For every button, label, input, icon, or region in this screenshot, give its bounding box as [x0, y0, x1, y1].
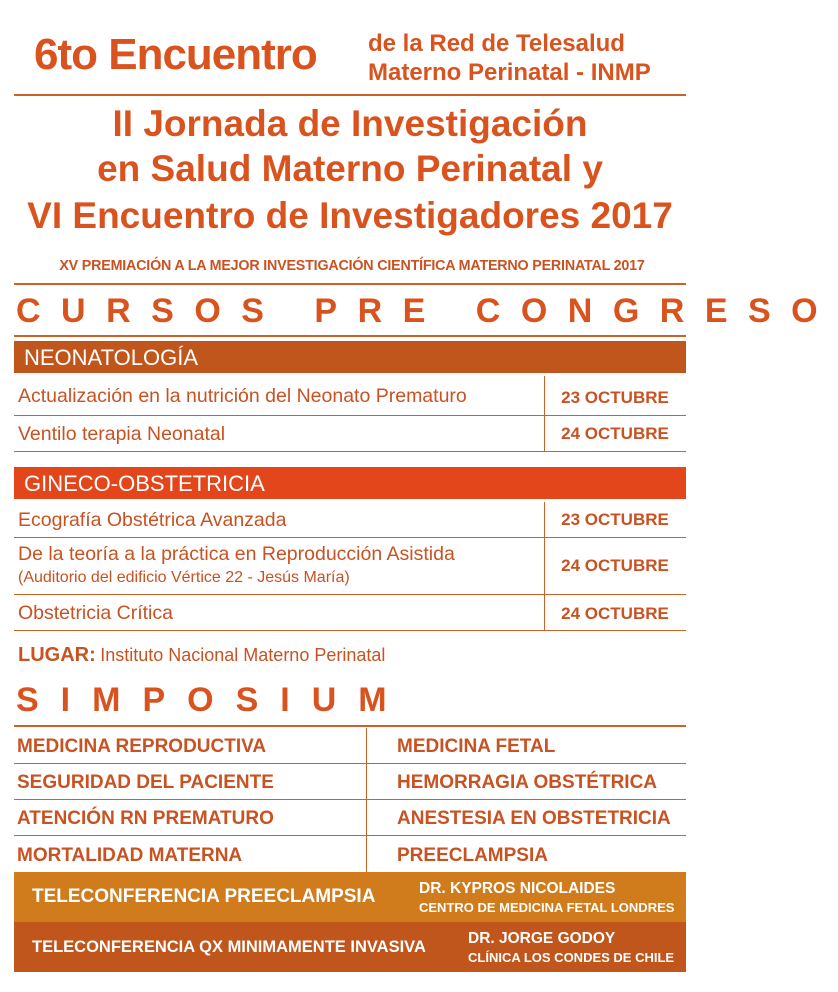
row-divider [14, 594, 686, 595]
header [0, 0, 700, 100]
teleconference-1-institution: CENTRO DE MEDICINA FETAL LONDRES [419, 900, 675, 915]
date-ecografia: 23 OCTUBRE [561, 510, 669, 529]
symposium-heading: SIMPOSIUM [16, 681, 409, 719]
teleconference-1-speaker: DR. KYPROS NICOLAIDES [419, 880, 616, 897]
symposium-topic-right: PREECLAMPSIA [397, 845, 548, 866]
row-divider [14, 630, 686, 631]
symposium-topic-right: ANESTESIA EN OBSTETRICIA [397, 808, 671, 829]
edition-title: 6to Encuentro [34, 30, 317, 79]
neonatology-band [14, 341, 686, 373]
venue-value: Instituto Nacional Materno Perinatal [100, 645, 386, 665]
teleconference-1-title: TELECONFERENCIA PREECLAMPSIA [32, 886, 376, 907]
course-ventilo-terapia: Ventilo terapia Neonatal [18, 423, 226, 445]
course-reproduccion-asistida: De la teoría a la práctica en Reproducción Asistida [18, 543, 455, 565]
gineco-column-divider [544, 502, 545, 631]
courses-divider [14, 335, 686, 337]
courses-heading: CURSOS PRE CONGRESO [16, 292, 838, 330]
header-divider [14, 94, 686, 96]
row-divider [14, 763, 686, 764]
course-reproduccion-note: (Auditorio del edificio Vértice 22 - Jesús María) [18, 569, 350, 586]
neonatology-label: NEONATOLOGÍA [24, 345, 199, 370]
teleconference-2-title: TELECONFERENCIA QX MINIMAMENTE INVASIVA [32, 938, 426, 956]
symposium-divider [14, 725, 686, 727]
gineco-label: GINECO-OBSTETRICIA [24, 471, 265, 496]
teleconference-2-speaker: DR. JORGE GODOY [468, 930, 616, 947]
symposium-topic-left: MEDICINA REPRODUCTIVA [17, 736, 267, 757]
course-ecografia: Ecografía Obstétrica Avanzada [18, 509, 287, 531]
title-line-3: VI Encuentro de Investigadores 2017 [27, 195, 673, 236]
date-obstetricia-critica: 24 OCTUBRE [561, 604, 669, 623]
event-title [0, 102, 700, 240]
symposium-topic-right: HEMORRAGIA OBSTÉTRICA [397, 772, 658, 793]
symposium-topic-left: ATENCIÓN RN PREMATURO [17, 808, 274, 829]
teleconference-1 [14, 872, 686, 922]
date-ventilo-terapia: 24 OCTUBRE [561, 424, 669, 443]
award-subtitle: XV PREMIACIÓN A LA MEJOR INVESTIGACIÓN CIENTÍFICA MATERNO PERINATAL 2017 [59, 258, 645, 274]
teleconference-2 [14, 922, 686, 972]
venue [18, 644, 385, 667]
date-reproduccion-asistida: 24 OCTUBRE [561, 556, 669, 575]
date-neonato-prematuro: 23 OCTUBRE [561, 388, 669, 407]
neonatology-column-divider [544, 376, 545, 452]
network-line-2: Materno Perinatal - INMP [368, 59, 651, 86]
network-line-1: de la Red de Telesalud [368, 30, 625, 57]
row-divider [14, 451, 686, 452]
symposium-topic-left: SEGURIDAD DEL PACIENTE [17, 772, 274, 793]
symposium-column-divider [366, 728, 367, 872]
row-divider [14, 799, 686, 800]
symposium-topic-left: MORTALIDAD MATERNA [17, 845, 243, 866]
subtitle-divider [14, 283, 686, 285]
gineco-band [14, 467, 686, 499]
venue-label: LUGAR: [18, 644, 96, 666]
row-divider [14, 835, 686, 836]
teleconference-2-institution: CLÍNICA LOS CONDES DE CHILE [468, 950, 675, 965]
row-divider [14, 415, 686, 416]
course-obstetricia-critica: Obstetricia Crítica [18, 602, 173, 624]
symposium-topic-right: MEDICINA FETAL [397, 736, 556, 757]
course-neonato-prematuro: Actualización en la nutrición del Neonato Prematuro [18, 385, 467, 407]
row-divider [14, 537, 686, 538]
title-line-1: II Jornada de Investigación [112, 103, 588, 144]
title-line-2: en Salud Materno Perinatal y [97, 148, 603, 189]
